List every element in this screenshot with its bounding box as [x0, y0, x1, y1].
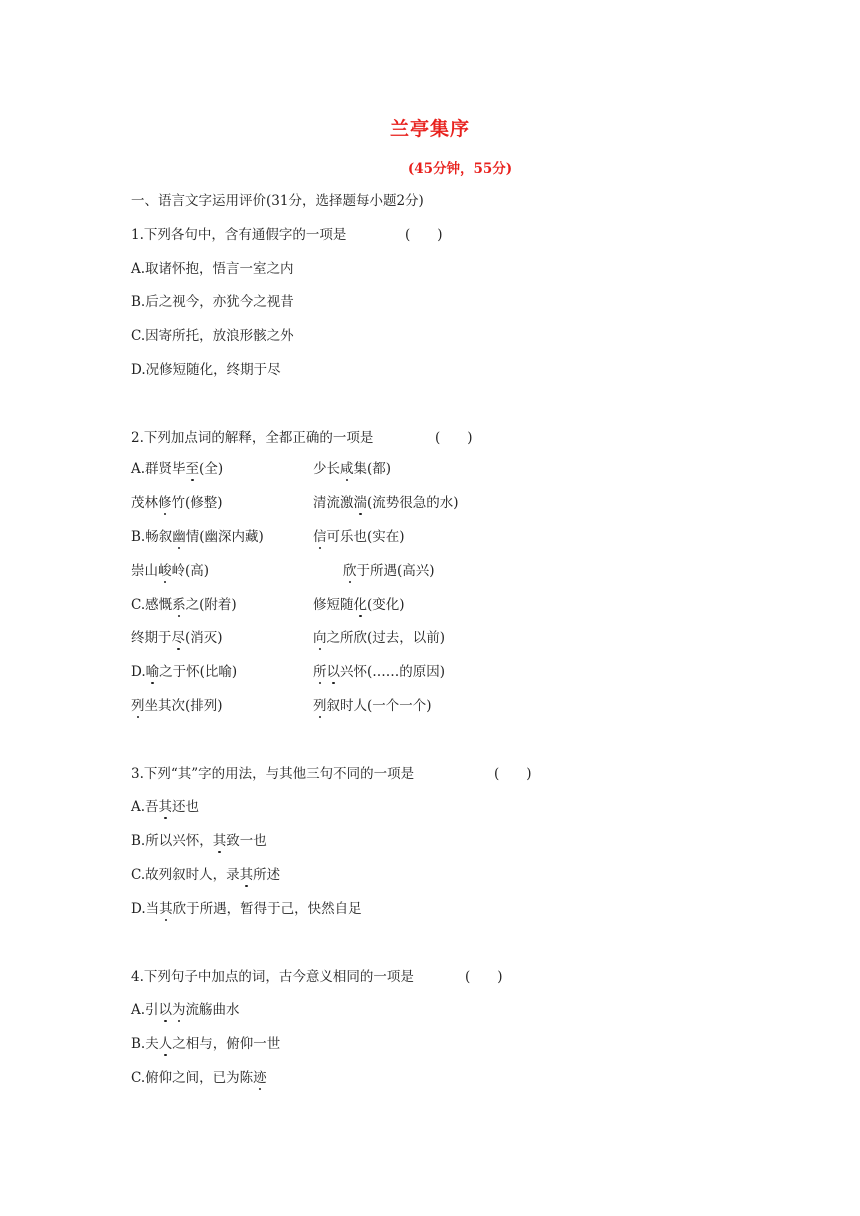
question-4-option-b: B.夫人之相与，俯仰一世	[131, 1036, 281, 1052]
question-3-stem: 3.下列“其”字的用法，与其他三句不同的一项是	[131, 766, 415, 782]
question-1-stem: 1.下列各句中，含有通假字的一项是	[131, 227, 347, 243]
question-2-option-a-right-2: 清流激湍(流势很急的水)	[313, 495, 459, 511]
question-2-option-b-right: 信可乐也(实在)	[313, 529, 405, 545]
question-3-option-a: A.吾其还也	[131, 799, 200, 815]
question-2-option-d-left: D.喻之于怀(比喻)	[131, 664, 238, 680]
question-2-option-d-right-2: 列叙时人(一个一个)	[313, 698, 432, 714]
question-2-option-c-left: C.感慨系之(附着)	[131, 597, 237, 613]
question-1-option-d: D.况修短随化，终期于尽	[131, 362, 281, 378]
question-2-option-a-left-2: 茂林修竹(修整)	[131, 495, 223, 511]
question-2-option-d-right: 所以兴怀(……的原因)	[313, 664, 446, 680]
question-1-option-b: B.后之视今，亦犹今之视昔	[131, 294, 294, 310]
question-2-option-c-right-2: 向之所欣(过去，以前)	[313, 630, 446, 646]
question-2-option-d-left-2: 列坐其次(排列)	[131, 698, 223, 714]
section-heading: 一、语言文字运用评价(31分，选择题每小题2分)	[131, 193, 424, 209]
question-1-option-a: A.取诸怀抱，悟言一室之内	[131, 261, 294, 277]
question-4-answer-bracket: ( )	[465, 969, 503, 985]
page-subtitle: (45分钟，55分)	[407, 161, 513, 177]
question-2-option-a-left: A.群贤毕至(全)	[131, 461, 224, 477]
question-3-option-b: B.所以兴怀，其致一也	[131, 833, 267, 849]
question-2-stem: 2.下列加点词的解释，全都正确的一项是	[131, 430, 374, 446]
question-4-option-a: A.引以为流觞曲水	[131, 1002, 240, 1018]
question-3-answer-bracket: ( )	[494, 766, 532, 782]
question-4-option-c: C.俯仰之间，已为陈迹	[131, 1070, 267, 1086]
question-2-answer-bracket: ( )	[435, 430, 473, 446]
question-1-option-c: C.因寄所托，放浪形骸之外	[131, 328, 294, 344]
question-4-stem: 4.下列句子中加点的词，古今意义相同的一项是	[131, 969, 414, 985]
question-2-option-b-left: B.畅叙幽情(幽深内藏)	[131, 529, 264, 545]
question-2-option-c-right: 修短随化(变化)	[313, 597, 405, 613]
question-3-option-d: D.当其欣于所遇，暂得于己，快然自足	[131, 901, 362, 917]
question-2-option-b-left-2: 崇山峻岭(高)	[131, 563, 210, 579]
question-3-option-c: C.故列叙时人，录其所述	[131, 867, 281, 883]
question-2-option-a-right: 少长咸集(都)	[313, 461, 392, 477]
page-title: 兰亭集序	[389, 118, 470, 140]
question-2-option-c-left-2: 终期于尽(消灭)	[131, 630, 223, 646]
question-1-answer-bracket: ( )	[405, 227, 443, 243]
question-2-option-b-right-2: 欣于所遇(高兴)	[343, 563, 435, 579]
